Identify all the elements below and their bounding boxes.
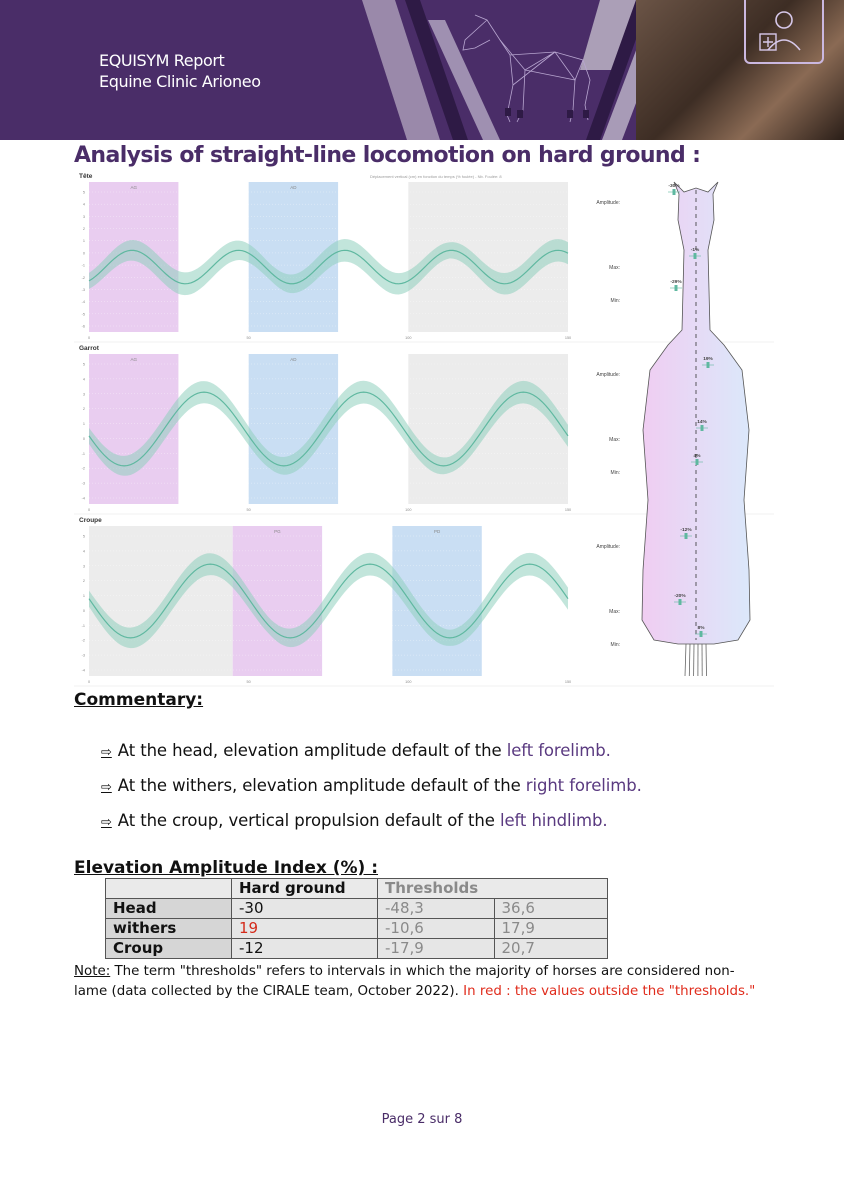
row-label: Min: (610, 642, 620, 648)
x-tick-label: 100 (405, 680, 412, 684)
y-tick-label: 4 (82, 202, 85, 207)
band-label: AG (130, 185, 137, 190)
y-tick-label: 0 (82, 251, 85, 256)
arrow-right-icon: ⇨ (101, 780, 112, 795)
x-tick-label: 50 (246, 336, 251, 340)
report-header (0, 0, 844, 140)
marker-box (700, 631, 703, 637)
y-tick-label: -1 (81, 451, 85, 456)
marker-label: 8% (697, 626, 705, 631)
panel-title: Garrot (79, 345, 99, 352)
band-label: AD (290, 357, 297, 362)
y-tick-label: 3 (82, 564, 85, 569)
row-label: Min: (610, 298, 620, 304)
y-tick-label: -4 (81, 300, 85, 305)
header-title (99, 50, 261, 92)
row-label: Max: (609, 437, 620, 443)
commentary-highlight: right forelimb. (525, 776, 642, 795)
x-tick-label: 150 (564, 508, 572, 512)
row-value: 19 (232, 919, 378, 939)
y-tick-label: 5 (82, 190, 85, 195)
marker-box (701, 425, 704, 431)
table-row (106, 939, 608, 959)
y-tick-label: 2 (82, 407, 85, 412)
marker-label: 19% (703, 357, 713, 362)
index-title: Elevation Amplitude Index (%) : (74, 858, 379, 878)
marker-label: -1% (690, 248, 700, 253)
page-footer: Page 2 sur 8 (381, 1112, 463, 1127)
y-tick-label: -2 (81, 466, 85, 471)
tail-strand (685, 644, 686, 676)
y-tick-label: 1 (82, 239, 85, 244)
row-value: -12 (232, 939, 378, 959)
y-tick-label: -1 (81, 623, 85, 628)
y-tick-label: 0 (82, 436, 85, 441)
y-tick-label: -4 (81, 496, 85, 501)
y-tick-label: 1 (82, 594, 85, 599)
row-label: Amplitude: (596, 372, 620, 378)
x-tick-label: 100 (405, 508, 412, 512)
x-tick-label: 0 (87, 680, 91, 684)
note (74, 962, 764, 1002)
index-table (105, 878, 608, 959)
commentary-highlight: left hindlimb. (499, 811, 608, 830)
x-tick-label: 100 (405, 336, 412, 340)
row-label: Amplitude: (596, 200, 620, 206)
vet-badge-icon (744, 0, 824, 64)
row-label: Amplitude: (596, 544, 620, 550)
commentary-text: At the withers, elevation amplitude default of the (117, 776, 526, 795)
marker-label: -20% (674, 594, 686, 599)
marker-label: -12% (680, 528, 692, 533)
locomotion-charts (74, 170, 774, 690)
marker-box (694, 253, 697, 259)
table-header-cell: Hard ground (232, 879, 378, 899)
table-header-cell (494, 879, 608, 899)
y-tick-label: 2 (82, 579, 85, 584)
y-tick-label: 5 (82, 534, 85, 539)
y-tick-label: 4 (82, 549, 85, 554)
x-tick-label: 50 (246, 508, 251, 512)
y-tick-label: -4 (81, 668, 85, 673)
row-threshold-high: 36,6 (494, 899, 608, 919)
row-name: Head (106, 899, 232, 919)
table-header-cell: Thresholds (378, 879, 495, 899)
x-tick-label: 150 (564, 336, 572, 340)
y-tick-label: -3 (81, 287, 85, 292)
marker-label: 14% (697, 420, 707, 425)
y-tick-label: -5 (81, 312, 85, 317)
y-tick-label: 3 (82, 392, 85, 397)
band-label: AD (290, 185, 297, 190)
row-value: -30 (232, 899, 378, 919)
band-label: AG (130, 357, 137, 362)
arrow-right-icon: ⇨ (101, 745, 112, 760)
marker-box (696, 459, 699, 465)
panel-title: Tête (79, 173, 93, 180)
y-tick-label: 1 (82, 422, 85, 427)
marker-box (675, 285, 678, 291)
y-tick-label: -6 (81, 324, 85, 329)
y-tick-label: -2 (81, 275, 85, 280)
commentary-highlight: left forelimb. (506, 741, 611, 760)
panel-subtitle: Déplacement vertical (cm) en fonction du temps (% foulée) - Nb. Foulée: 8 (370, 174, 502, 179)
chart-panel (74, 173, 774, 342)
band-label: PD (433, 529, 441, 534)
row-name: withers (106, 919, 232, 939)
y-tick-label: 0 (82, 608, 85, 613)
y-tick-label: -3 (81, 481, 85, 486)
marker-label: -30% (668, 184, 680, 189)
x-tick-label: 50 (246, 680, 251, 684)
marker-label: -29% (670, 280, 682, 285)
tail-strand (689, 644, 690, 676)
commentary-text: At the croup, vertical propulsion default of the (117, 811, 500, 830)
marker-box (679, 599, 682, 605)
charts-svg (74, 170, 774, 690)
row-label: Min: (610, 470, 620, 476)
commentary-item (101, 811, 607, 830)
x-tick-label: 0 (87, 508, 91, 512)
row-threshold-low: -48,3 (378, 899, 495, 919)
horse-wireframe-icon (455, 10, 605, 130)
y-tick-label: -2 (81, 638, 85, 643)
y-tick-label: -3 (81, 653, 85, 658)
panel-title: Croupe (79, 517, 102, 524)
note-red-text: In red : the values outside the "thresholds." (463, 984, 756, 999)
header-line-1: EQUISYM Report (99, 51, 225, 70)
y-tick-label: 4 (82, 377, 85, 382)
commentary-text: At the head, elevation amplitude default of the (117, 741, 507, 760)
commentary-item (101, 776, 642, 795)
note-label: Note: (74, 964, 111, 979)
grey-band (89, 526, 233, 676)
row-label: Max: (609, 609, 620, 615)
row-threshold-high: 20,7 (494, 939, 608, 959)
y-tick-label: 5 (82, 362, 85, 367)
header-line-2: Equine Clinic Arioneo (99, 72, 261, 91)
marker-box (685, 533, 688, 539)
x-tick-label: 0 (87, 336, 91, 340)
table-header-row (106, 879, 608, 899)
arrow-right-icon: ⇨ (101, 815, 112, 830)
commentary-title: Commentary: (74, 690, 204, 710)
row-label: Max: (609, 265, 620, 271)
y-tick-label: -1 (81, 263, 85, 268)
marker-box (707, 362, 710, 368)
note-text: The term "thresholds" refers to intervals in which the majority of horses are considered non-lame (data collected by the CIRALE team, October 2022). (74, 964, 735, 999)
page-title: Analysis of straight-line locomotion on hard ground : (74, 143, 701, 168)
row-threshold-high: 17,9 (494, 919, 608, 939)
table-row (106, 899, 608, 919)
commentary-item (101, 741, 611, 760)
table-row (106, 919, 608, 939)
y-tick-label: 3 (82, 214, 85, 219)
marker-label: 4% (693, 454, 701, 459)
row-threshold-low: -17,9 (378, 939, 495, 959)
table-header-cell (106, 879, 232, 899)
asymmetry-marker (670, 279, 682, 291)
marker-box (673, 189, 676, 195)
tail-strand (706, 644, 707, 676)
row-name: Croup (106, 939, 232, 959)
x-tick-label: 150 (564, 680, 572, 684)
y-tick-label: 2 (82, 227, 85, 232)
row-threshold-low: -10,6 (378, 919, 495, 939)
band-label: PG (274, 529, 281, 534)
